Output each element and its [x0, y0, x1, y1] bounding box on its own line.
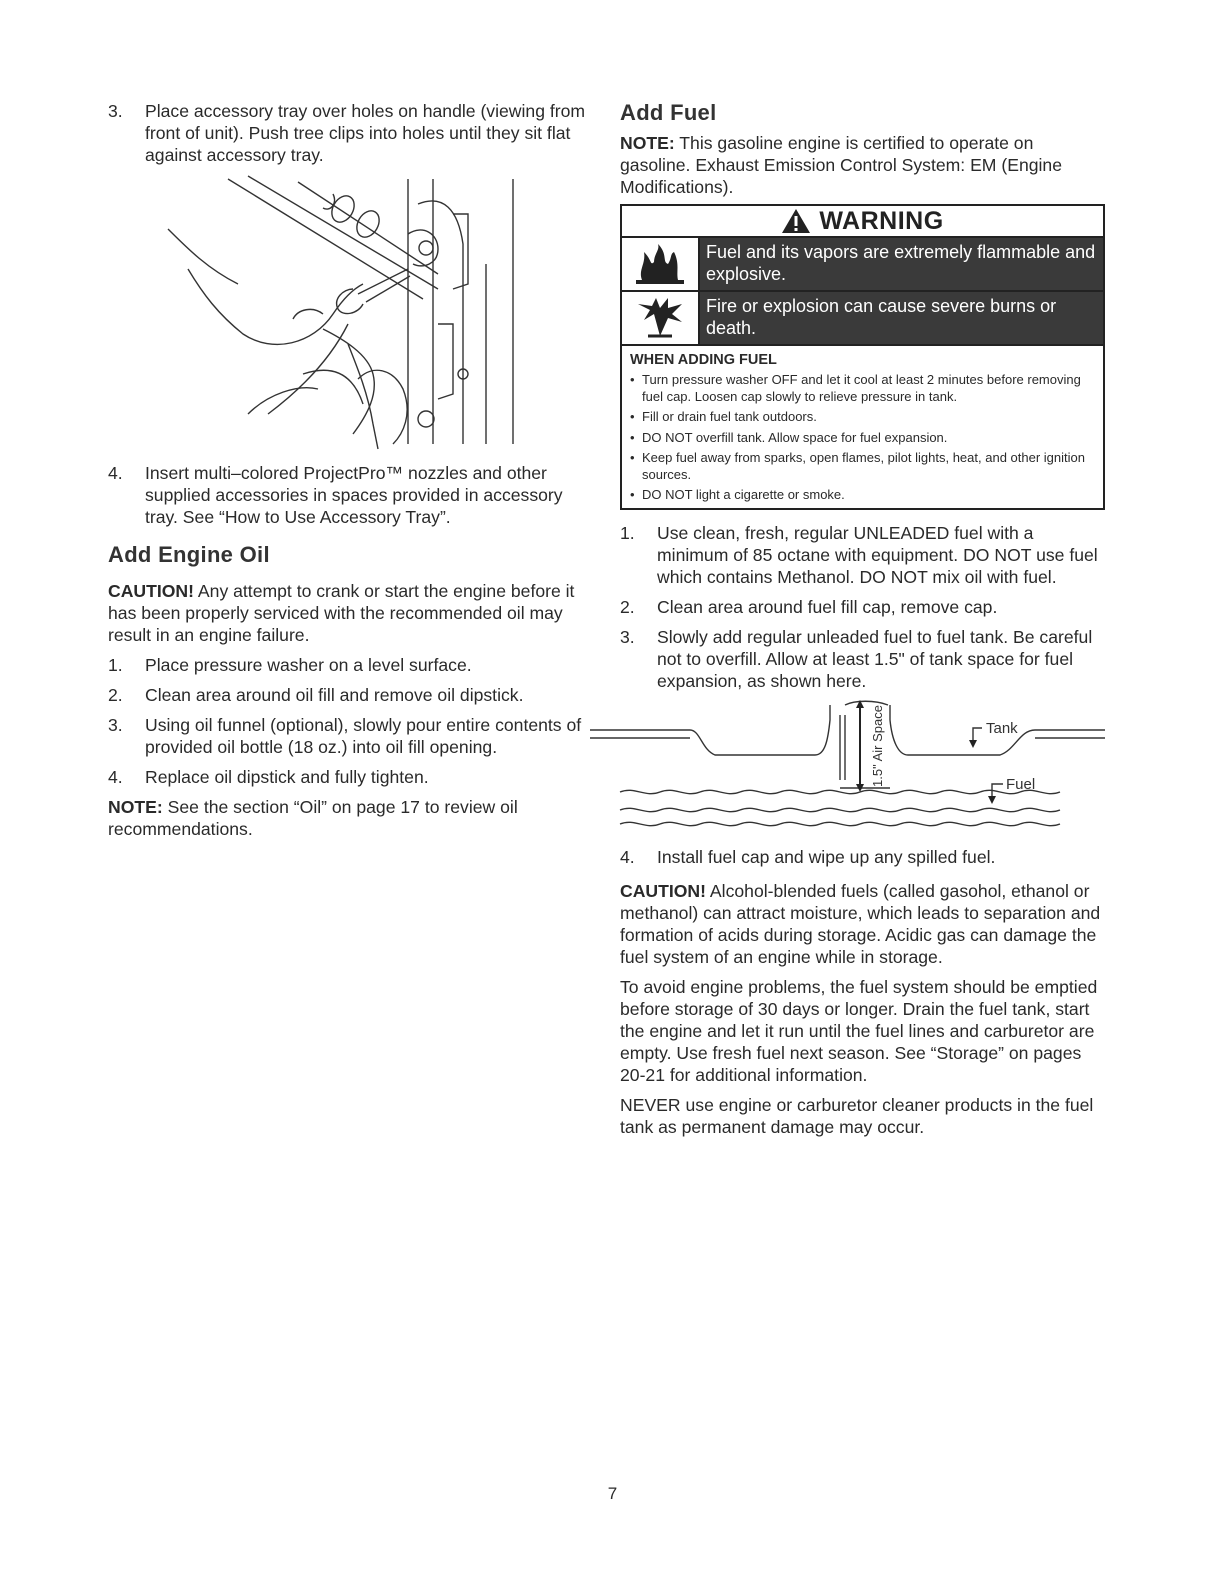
fuel-step	[620, 522, 1105, 588]
right-column	[620, 100, 1105, 1146]
caution-label: CAUTION!	[620, 880, 707, 901]
step-text: Place accessory tray over holes on handle (viewing from front of unit). Push tree clips into holes until they sit flat against accessory tray.	[145, 101, 586, 165]
step-text: Clean area around oil fill and remove oil dipstick.	[145, 685, 524, 705]
step-number: 4.	[108, 767, 123, 787]
add-engine-oil-heading: Add Engine Oil	[108, 542, 270, 567]
fuel-note	[620, 132, 1105, 198]
step-number: 4.	[108, 463, 123, 483]
fuel-step	[620, 626, 1105, 692]
fuel-label: Fuel	[1006, 775, 1036, 793]
when-adding-fuel-label: WHEN ADDING FUEL	[630, 352, 777, 368]
bullet-text: Fill or drain fuel tank outdoors.	[642, 409, 817, 424]
note-text: This gasoline engine is certified to operate on gasoline. Exhaust Emission Control System: EM (Engine Modifications).	[620, 133, 1062, 197]
note-text: See the section “Oil” on page 17 to review oil recommendations.	[108, 797, 518, 839]
oil-step	[108, 714, 598, 758]
step-number: 4.	[620, 846, 635, 867]
bullet-text: Turn pressure washer OFF and let it cool at least 2 minutes before removing fuel cap. Loosen cap slowly to relieve pressure in tank.	[642, 372, 1081, 404]
accessory-tray-illustration	[108, 174, 598, 454]
step-text: Using oil funnel (optional), slowly pour entire contents of provided oil bottle (18 oz.) into oil fill opening.	[145, 715, 582, 757]
explosion-icon	[622, 292, 700, 344]
warning-bullet: • Turn pressure washer OFF and let it cool at least 2 minutes before removing fuel cap. Loosen cap slowly to relieve pressure in tank.	[622, 372, 1103, 409]
step-text: Use clean, fresh, regular UNLEADED fuel with a minimum of 85 octane with equipment. DO NOT use fuel which contains Methanol. DO NOT mix oil with fuel.	[657, 522, 1098, 587]
explosion-hazard-row	[622, 292, 1103, 346]
tank-cross-section	[590, 700, 1105, 840]
add-fuel-heading: Add Fuel	[620, 100, 717, 125]
step-number: 3.	[620, 626, 635, 647]
hand-tree-clip-drawing	[108, 174, 598, 454]
oil-step	[108, 766, 598, 788]
step-number: 3.	[108, 101, 123, 121]
step-text: Replace oil dipstick and fully tighten.	[145, 767, 429, 787]
tank-label: Tank	[986, 719, 1018, 737]
step-text: Slowly add regular unleaded fuel to fuel tank. Be careful not to overfill. Allow at least 1.5" of tank space for fuel expansion, as shown here.	[657, 626, 1093, 691]
step-text: Place pressure washer on a level surface.	[145, 655, 472, 675]
tray-step-4	[108, 462, 598, 528]
step-number: 1.	[108, 655, 123, 675]
step-number: 1.	[620, 522, 635, 543]
step-number: 2.	[108, 685, 123, 705]
fuel-warning-box	[620, 204, 1105, 510]
note-label: NOTE:	[108, 797, 163, 817]
oil-step	[108, 684, 598, 706]
flammable-hazard-row	[622, 238, 1103, 292]
step-number: 2.	[620, 596, 635, 617]
warning-bullet: • DO NOT light a cigarette or smoke.	[630, 487, 845, 502]
note-label: NOTE:	[620, 133, 675, 153]
flame-icon	[622, 238, 700, 290]
warning-bullet: • Fill or drain fuel tank outdoors.	[630, 409, 817, 424]
fuel-step	[620, 596, 1105, 618]
tray-step-3	[108, 100, 598, 166]
step-text: Install fuel cap and wipe up any spilled fuel.	[657, 846, 996, 867]
caution-label: CAUTION!	[108, 581, 195, 601]
cleaner-warning-paragraph: NEVER use engine or carburetor cleaner products in the fuel tank as permanent damage may occur.	[620, 1094, 1094, 1137]
caution-text: Any attempt to crank or start the engine before it has been properly serviced with the recommended oil may result in an engine failure.	[108, 581, 575, 645]
caution-text: Alcohol-blended fuels (called gasohol, ethanol or methanol) can attract moisture, which leads to separation and formation of acids during storage. Acidic gas can damage the fuel system of an engine while in storage.	[620, 880, 1101, 967]
fuel-tank-diagram	[590, 700, 1105, 840]
oil-note	[108, 796, 598, 840]
oil-step	[108, 654, 598, 676]
warning-title: WARNING	[819, 206, 944, 235]
warning-triangle-icon	[781, 208, 811, 234]
hazard-text-flammable: Fuel and its vapors are extremely flammable and explosive.	[700, 238, 1103, 290]
warning-bullet: • Keep fuel away from sparks, open flames, pilot lights, heat, and other ignition sources.	[622, 450, 1103, 487]
hazard-text-explosion: Fire or explosion can cause severe burns or death.	[700, 292, 1103, 344]
page-number: 7	[607, 1484, 618, 1503]
step-text: Clean area around fuel fill cap, remove cap.	[657, 596, 998, 617]
fuel-caution	[620, 880, 1105, 968]
warning-bullet: • DO NOT overfill tank. Allow space for fuel expansion.	[630, 429, 948, 445]
air-space-label: 1.5" Air Space	[870, 704, 885, 787]
step-text: Insert multi–colored ProjectPro™ nozzles and other supplied accessories in spaces provided in accessory tray. See “How to Use Accessory Tray”.	[145, 463, 563, 527]
bullet-text: DO NOT overfill tank. Allow space for fuel expansion.	[642, 429, 948, 445]
step-number: 3.	[108, 715, 123, 735]
warning-header	[622, 206, 1103, 238]
bullet-text: DO NOT light a cigarette or smoke.	[642, 487, 845, 502]
storage-paragraph: To avoid engine problems, the fuel system should be emptied before storage of 30 days or longer. Drain the fuel tank, start the engine and let it run until the fuel lines and carburetor are empty. Use fresh fuel next season. See “Storage” on pages 20-21 for additional information.	[620, 976, 1098, 1085]
fuel-step-4	[620, 846, 1105, 868]
oil-caution	[108, 580, 598, 646]
left-column	[108, 100, 598, 848]
bullet-text: Keep fuel away from sparks, open flames, pilot lights, heat, and other ignition sources.	[642, 450, 1085, 482]
